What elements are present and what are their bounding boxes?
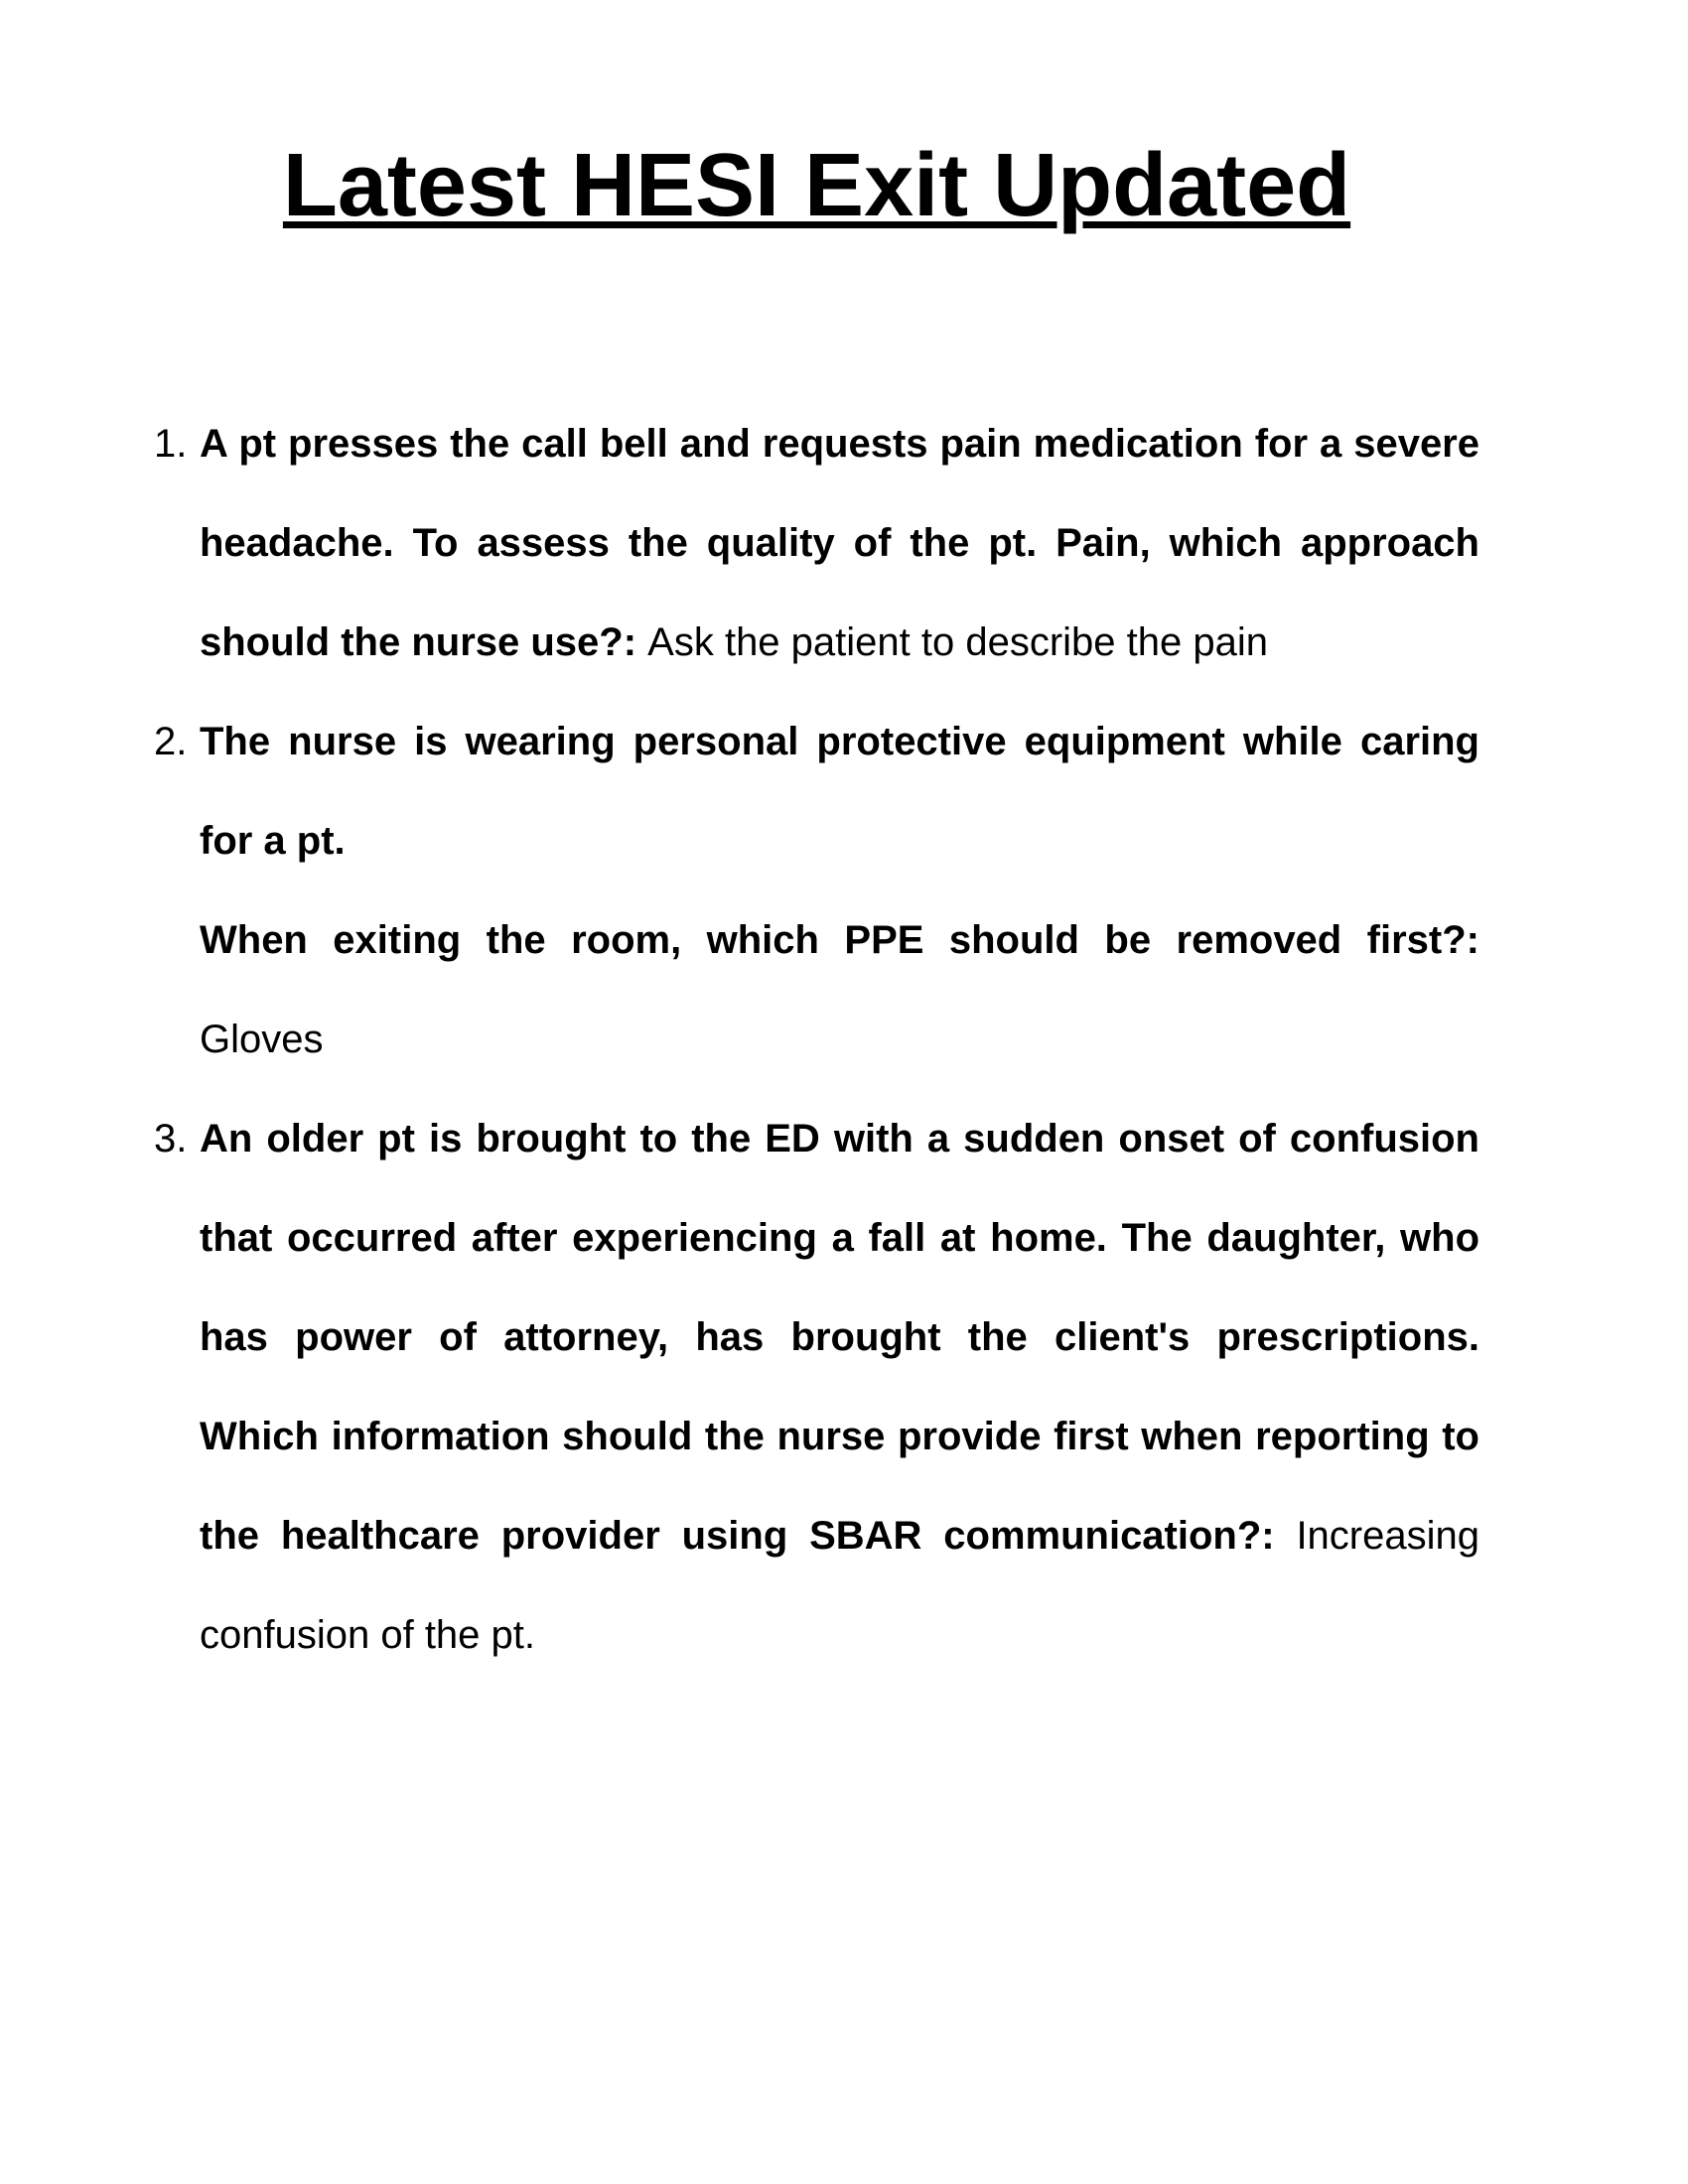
question-item [154, 1089, 1479, 1685]
question-number: 3. [154, 1117, 188, 1160]
question-text: An older pt is brought to the ED with a sudden onset of confusion that occurred after experiencing a fall at home. The daughter, who has power of attorney, has brought the client's prescriptions. Which information should the nurse provide first when reporting to the healthcare provider using SBAR communication?: [200, 1117, 1479, 1558]
answer-text: Increasing confusion of the pt. [200, 1514, 1479, 1657]
question-number: 1. [154, 422, 188, 466]
question-text: The nurse is wearing personal protective equipment while caring for a pt. [200, 720, 1479, 863]
question-item [154, 394, 1479, 692]
page-title: Latest HESI Exit Updated [282, 136, 1351, 235]
question-body [200, 422, 1479, 664]
question-body [200, 720, 1479, 1061]
question-body [200, 1117, 1479, 1657]
answer-text: Ask the patient to describe the pain [647, 620, 1268, 664]
answer-text: Gloves [200, 1018, 324, 1061]
question-number: 2. [154, 720, 188, 763]
question-list [154, 394, 1479, 1685]
question-item [154, 692, 1479, 1089]
question-text: When exiting the room, which PPE should be removed first?: [200, 918, 1479, 962]
question-text: A pt presses the call bell and requests pain medication for a severe headache. To assess the quality of the pt. Pain, which approach should the nurse use?: [200, 422, 1479, 664]
